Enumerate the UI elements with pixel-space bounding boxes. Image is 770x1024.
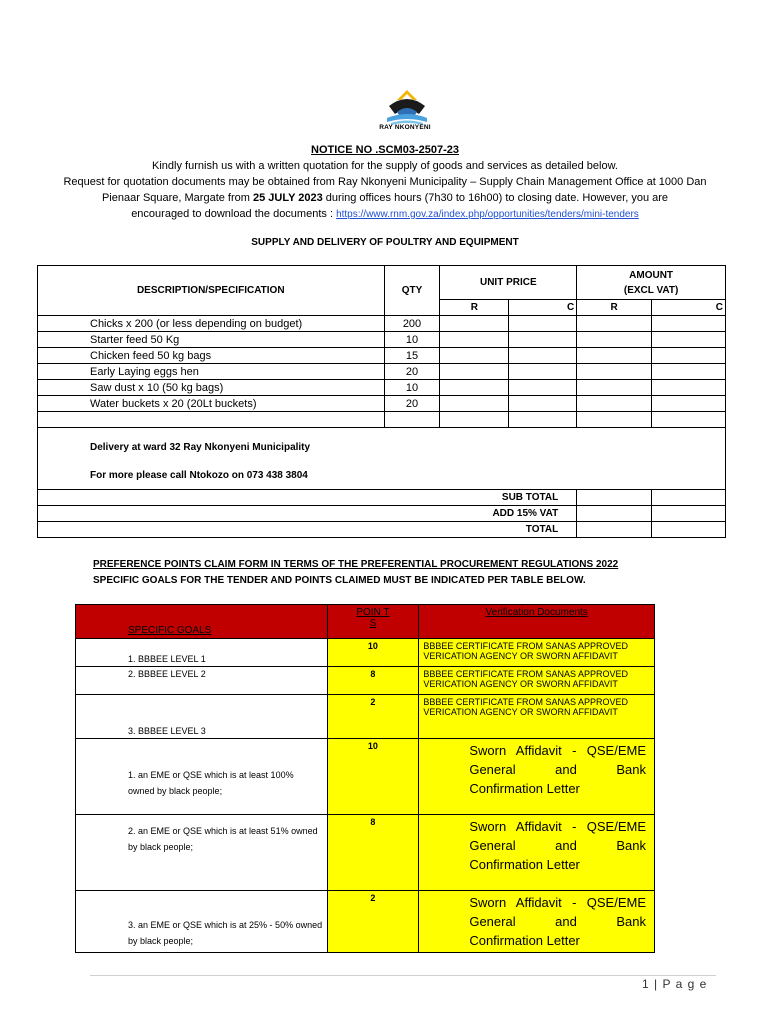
points-cell: 10: [327, 739, 419, 815]
item-qty: 10: [384, 380, 440, 396]
amount-label: AMOUNT: [629, 269, 674, 281]
amount-r-header: R: [577, 300, 652, 316]
points-cell: 10: [327, 639, 419, 667]
specific-goals-table: [75, 604, 655, 953]
doc-cell: BBBEE CERTIFICATE FROM SANAS APPROVED VERICATION AGENCY OR SWORN AFFIDAVIT: [419, 695, 655, 739]
intro-line-3a: Pienaar Square, Margate from: [101, 192, 253, 204]
table-row: [38, 396, 726, 412]
points-cell: 8: [327, 667, 419, 695]
municipality-logo: [377, 88, 437, 140]
intro-line-3: [0, 192, 770, 204]
closing-date: 25 JULY 2023: [253, 192, 323, 204]
item-desc: Chicken feed 50 kg bags: [38, 348, 385, 364]
total-label: TOTAL: [38, 522, 577, 538]
item-desc: Early Laying eggs hen: [38, 364, 385, 380]
points-header-text: POIN TS: [356, 607, 390, 629]
table-row: [76, 695, 655, 739]
item-qty: 20: [384, 396, 440, 412]
item-desc: Water buckets x 20 (20Lt buckets): [38, 396, 385, 412]
table-row: [38, 348, 726, 364]
table-row: [76, 815, 655, 891]
logo-text: RAY NKONYENI: [379, 124, 431, 131]
col-description-header: DESCRIPTION/SPECIFICATION: [38, 266, 385, 316]
document-title: SUPPLY AND DELIVERY OF POULTRY AND EQUIPMENT: [251, 237, 519, 248]
item-qty: 10: [384, 332, 440, 348]
table-row: [38, 380, 726, 396]
goal-cell: 1. an EME or QSE which is at least 100% owned by black people;: [76, 739, 328, 815]
specific-goals-heading: SPECIFIC GOALS FOR THE TENDER AND POINTS CLAIMED MUST BE INDICATED PER TABLE BELOW.: [93, 575, 586, 586]
vat-label: ADD 15% VAT: [38, 506, 577, 522]
table-row: [76, 639, 655, 667]
item-qty: 15: [384, 348, 440, 364]
table-row: [38, 332, 726, 348]
intro-line-3c: during offices hours (7h30 to 16h00) to closing date. However, you are: [322, 192, 669, 204]
footer-divider: [90, 975, 716, 976]
excl-vat-label: (EXCL VAT): [623, 284, 679, 296]
delivery-cell: [38, 428, 726, 490]
col-docs-header: Verification Documents: [419, 605, 655, 639]
doc-cell: Sworn Affidavit - QSE/EME General and Bank Confirmation Letter: [419, 815, 655, 891]
delivery-text: Delivery at ward 32 Ray Nkonyeni Municipality: [90, 442, 311, 453]
points-cell: 2: [327, 695, 419, 739]
points-cell: 2: [327, 891, 419, 953]
goal-cell: 1. BBBEE LEVEL 1: [76, 639, 328, 667]
preference-heading: PREFERENCE POINTS CLAIM FORM IN TERMS OF THE PREFERENTIAL PROCUREMENT REGULATIONS 2022: [93, 559, 619, 570]
col-goals-header: SPECIFIC GOALS: [76, 605, 328, 639]
quotation-table: [37, 265, 726, 538]
points-cell: 8: [327, 815, 419, 891]
intro-line-1: Kindly furnish us with a written quotation for the supply of goods and services as detailed below.: [152, 160, 618, 172]
col-amount-header: [577, 266, 726, 300]
subtotal-label: SUB TOTAL: [38, 490, 577, 506]
item-desc: Saw dust x 10 (50 kg bags): [38, 380, 385, 396]
item-desc: Chicks x 200 (or less depending on budget): [38, 316, 385, 332]
intro-line-4: [0, 208, 770, 220]
goal-cell: 2. an EME or QSE which is at least 51% owned by black people;: [76, 815, 328, 891]
page-label: | P a g e: [649, 977, 708, 991]
page-num: 1: [642, 977, 650, 991]
item-qty: 20: [384, 364, 440, 380]
goal-cell: 3. an EME or QSE which is at 25% - 50% owned by black people;: [76, 891, 328, 953]
col-qty-header: QTY: [384, 266, 440, 316]
col-unit-price-header: UNIT PRICE: [440, 266, 577, 300]
item-desc: Starter feed 50 Kg: [38, 332, 385, 348]
contact-text: For more please call Ntokozo on 073 438 3804: [90, 470, 308, 481]
intro-line-2: Request for quotation documents may be obtained from Ray Nkonyeni Municipality – Supply Chain Management Office at 1000 Dan: [63, 176, 707, 188]
goal-cell: 3. BBBEE LEVEL 3: [76, 695, 328, 739]
table-row: [76, 667, 655, 695]
amount-c-header: C: [652, 300, 726, 316]
item-qty: 200: [384, 316, 440, 332]
doc-cell: BBBEE CERTIFICATE FROM SANAS APPROVED VERICATION AGENCY OR SWORN AFFIDAVIT: [419, 667, 655, 695]
notice-number: NOTICE NO .SCM03-2507-23: [311, 144, 459, 156]
unit-r-header: R: [440, 300, 509, 316]
intro-line-4a: encouraged to download the documents :: [131, 208, 337, 220]
page-number: [642, 977, 707, 991]
table-row: [76, 739, 655, 815]
doc-cell: Sworn Affidavit - QSE/EME General and Bank Confirmation Letter: [419, 891, 655, 953]
table-row: [38, 364, 726, 380]
table-row: [38, 316, 726, 332]
tenders-link[interactable]: https://www.rnm.gov.za/index.php/opportunities/tenders/mini-tenders: [336, 209, 639, 220]
table-row: [76, 891, 655, 953]
unit-c-header: C: [509, 300, 577, 316]
doc-cell: BBBEE CERTIFICATE FROM SANAS APPROVED VERICATION AGENCY OR SWORN AFFIDAVIT: [419, 639, 655, 667]
goal-cell: 2. BBBEE LEVEL 2: [76, 667, 328, 695]
col-points-header: [327, 605, 419, 639]
doc-cell: Sworn Affidavit - QSE/EME General and Bank Confirmation Letter: [419, 739, 655, 815]
